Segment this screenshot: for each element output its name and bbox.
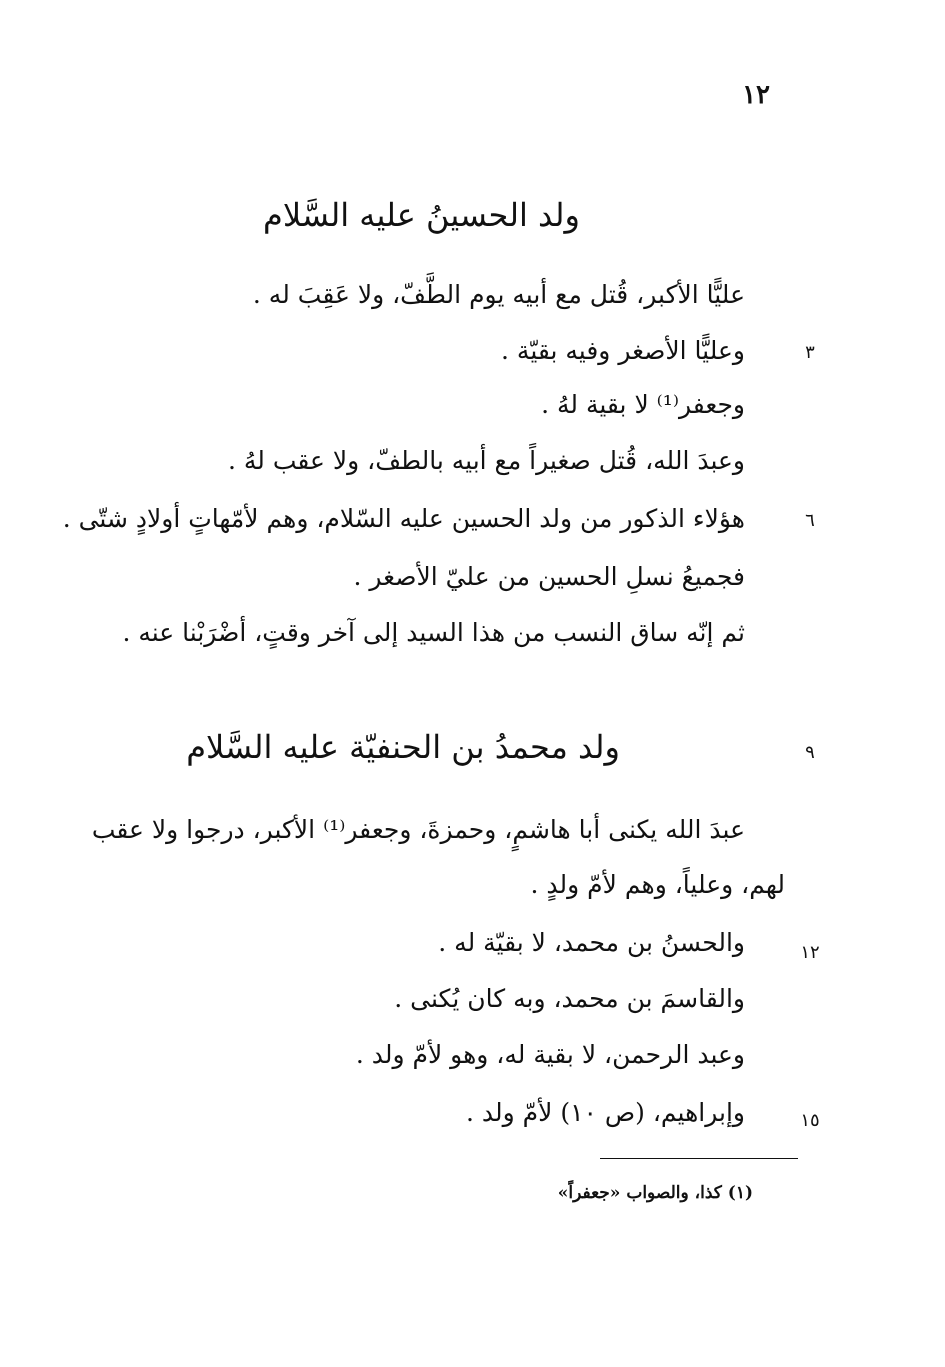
footnote-divider	[600, 1158, 798, 1159]
section-heading-husayn: ولد الحسينُ عليه السَّلام	[263, 196, 580, 234]
margin-line-number: ١٢	[800, 942, 820, 963]
text-line: وعبدَ الله، قُتل صغيراً مع أبيه بالطفّ، ولا عقب لهُ .	[227, 446, 745, 475]
text-line: وجعفر⁽¹⁾ لا بقية لهُ .	[541, 390, 745, 419]
page-number: ١٢	[742, 80, 770, 110]
text-line: وإبراهيم، (ص ١٠) لأمّ ولد .	[466, 1098, 745, 1127]
margin-line-number: ٣	[805, 342, 815, 363]
text-line: عبدَ الله يكنى أبا هاشمٍ، وحمزةَ، وجعفر⁽¹⁾ الأكبر، درجوا ولا عقب	[91, 815, 745, 844]
section-heading-ibn-hanafiyya: ولد محمدُ بن الحنفيّة عليه السَّلام	[186, 728, 620, 766]
text-line: فجميعُ نسلِ الحسين من عليّ الأصغر .	[353, 562, 745, 591]
text-line: والقاسمَ بن محمد، وبه كان يُكنى .	[394, 984, 745, 1013]
text-line: ثم إنّه ساق النسب من هذا السيد إلى آخر وقتٍ، أضْرَبْنا عنه .	[122, 618, 745, 647]
text-line: عليًّا الأكبر، قُتل مع أبيه يوم الطَّفّ، ولا عَقِبَ له .	[252, 280, 745, 309]
text-line: لهم، وعلياً، وهم لأمّ ولدٍ .	[530, 870, 785, 899]
margin-line-number: ٩	[805, 742, 815, 763]
margin-line-number: ١٥	[800, 1110, 820, 1131]
text-line: وعليًّا الأصغر وفيه بقيّة .	[501, 336, 745, 365]
text-line: والحسنُ بن محمد، لا بقيّة له .	[438, 928, 745, 957]
text-line: وعبد الرحمن، لا بقية له، وهو لأمّ ولد .	[355, 1040, 745, 1069]
margin-line-number: ٦	[805, 510, 815, 531]
text-line: هؤلاء الذكور من ولد الحسين عليه السّلام، وهم لأمّهاتٍ أولادٍ شتّى .	[62, 504, 745, 533]
footnote: (١) كذا، والصواب «جعفراً»	[557, 1183, 753, 1203]
